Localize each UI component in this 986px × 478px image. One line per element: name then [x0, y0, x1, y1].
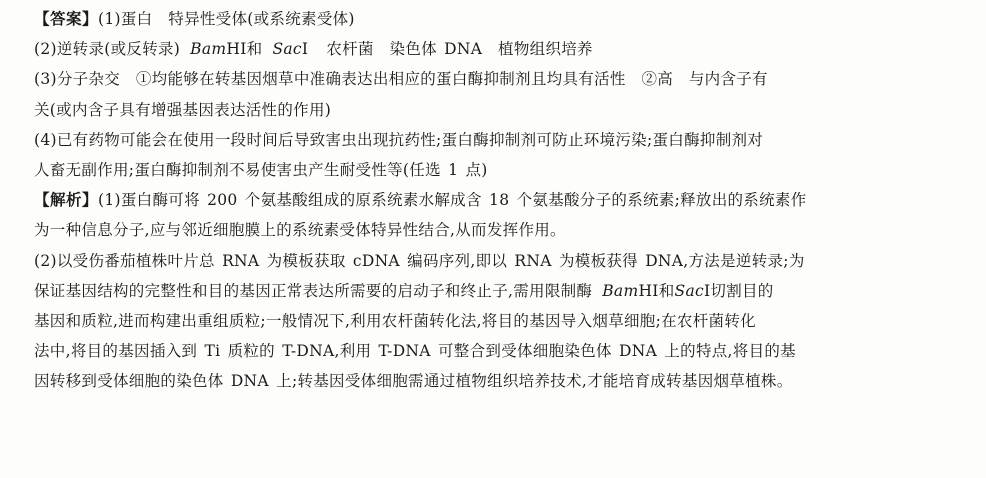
answer-line-4 — [34, 95, 968, 125]
enzyme-bamhi-suffix: HⅠ — [226, 40, 247, 59]
answer-line-6 — [34, 155, 968, 185]
analysis-part-2-line-1: (2)以受伤番茄植株叶片总 RNA 为模板获取 cDNA 编码序列,即以 RNA 为模板获得 DNA,方法是逆转录;为 — [34, 251, 805, 270]
answer-part-3-line-2: 关(或内含子具有增强基因表达活性的作用) — [34, 100, 332, 119]
analysis-enzyme-bamhi-suffix: HⅠ — [638, 281, 659, 300]
analysis-line-6 — [34, 336, 968, 366]
answer-line-1 — [34, 4, 968, 34]
answer-part-4-line-1: (4)已有药物可能会在使用一段时间后导致害虫出现抗药性;蛋白酶抑制剂可防止环境污染;蛋白酶抑制剂对 — [34, 130, 764, 149]
enzyme-saci-suffix: Ⅰ — [301, 40, 309, 59]
analysis-part-2-line-3: 基因和质粒,进而构建出重组质粒;一般情况下,利用农杆菌转化法,将目的基因导入烟草细胞;在农杆菌转化 — [34, 312, 756, 331]
analysis-line-5 — [34, 306, 968, 336]
analysis-part-1-line-1: (1)蛋白酶可将 200 个氨基酸组成的原系统素水解成含 18 个氨基酸分子的系统素;释放出的系统素作 — [98, 191, 807, 210]
analysis-line-3 — [34, 246, 968, 276]
analysis-part-2-line-4: 法中,将目的基因插入到 Ti 质粒的 T-DNA,利用 T-DNA 可整合到受体细胞染色体 DNA 上的特点,将目的基 — [34, 342, 796, 361]
analysis-line-7 — [34, 366, 968, 396]
answer-part-4-line-2: 人畜无副作用;蛋白酶抑制剂不易使害虫产生耐受性等(任选 1 点) — [34, 161, 488, 180]
analysis-line-1 — [34, 185, 968, 215]
analysis-enzyme-bamhi-name: Bam — [602, 281, 639, 300]
answer-line-2 — [34, 34, 968, 64]
enzyme-bamhi-name: Bam — [190, 40, 227, 59]
analysis-enzyme-saci-name: Sac — [674, 281, 704, 300]
answer-part-2-prefix: (2)逆转录(或反转录) — [34, 40, 181, 59]
analysis-part-1-line-2: 为一种信息分子,应与邻近细胞膜上的系统素受体特异性结合,从而发挥作用。 — [34, 221, 566, 240]
analysis-part-2-and: 和 — [658, 281, 675, 300]
answer-part-1: (1)蛋白 特异性受体(或系统素受体) — [98, 10, 355, 28]
answer-part-2-and: 和 — [246, 40, 263, 59]
analysis-line-2 — [34, 215, 968, 245]
analysis-line-4 — [34, 276, 968, 306]
answer-part-3-line-1: (3)分子杂交 ①均能够在转基因烟草中准确表达出相应的蛋白酶抑制剂且均具有活性 ②高 与内含子有 — [34, 70, 768, 89]
answer-line-5 — [34, 125, 968, 155]
answer-tag: 【答案】 — [34, 10, 99, 28]
analysis-enzyme-saci-suffix: Ⅰ切割目的 — [703, 281, 774, 300]
analysis-part-2-line-2-pre: 保证基因结构的完整性和目的基因正常表达所需要的启动子和终止子,需用限制酶 — [34, 281, 593, 300]
enzyme-saci-name: Sac — [272, 40, 302, 59]
analysis-tag: 【解析】 — [34, 191, 99, 210]
analysis-part-2-line-5: 因转移到受体细胞的染色体 DNA 上;转基因受体细胞需通过植物组织培养技术,才能培育成转基因烟草植株。 — [34, 372, 793, 391]
answer-part-2-rest: 农杆菌 染色体 DNA 植物组织培养 — [326, 40, 593, 59]
answer-line-3 — [34, 64, 968, 94]
